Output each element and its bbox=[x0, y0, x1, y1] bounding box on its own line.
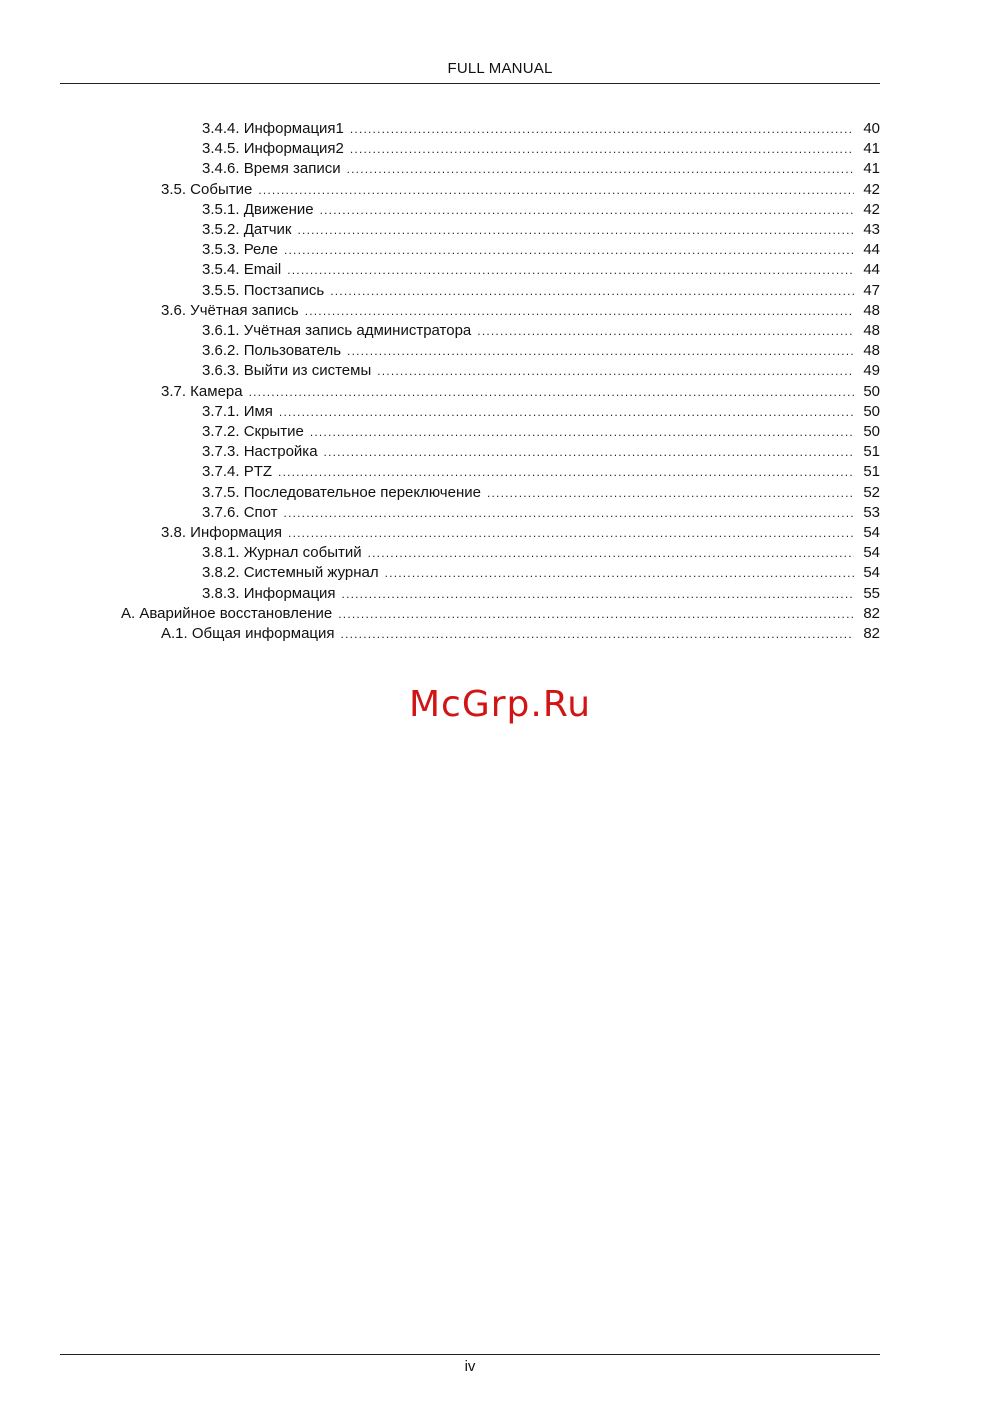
toc-entry-page: 54 bbox=[863, 524, 880, 541]
toc-entry[interactable] bbox=[121, 604, 880, 624]
toc-entry-leader bbox=[368, 543, 854, 563]
toc-entry[interactable] bbox=[202, 220, 880, 240]
toc-entry-page: 52 bbox=[863, 484, 880, 501]
toc-entry-label: 3.6.2. Пользователь bbox=[202, 342, 342, 359]
toc-entry[interactable] bbox=[202, 563, 880, 583]
toc-entry-leader bbox=[347, 341, 854, 361]
footer-divider bbox=[60, 1354, 880, 1355]
toc-entry-label: A.1. Общая информация bbox=[161, 625, 335, 642]
toc-entry-label: 3.8. Информация bbox=[161, 524, 283, 541]
toc-entry-leader bbox=[487, 483, 854, 503]
toc-entry-leader bbox=[320, 200, 854, 220]
toc-entry-label: 3.7.1. Имя bbox=[202, 403, 273, 420]
toc-entry-page: 48 bbox=[863, 302, 880, 319]
toc-entry-label: 3.5.4. Email bbox=[202, 261, 282, 278]
toc-entry-leader bbox=[341, 624, 854, 644]
toc-entry-page: 49 bbox=[863, 362, 880, 379]
toc-entry-page: 82 bbox=[863, 605, 880, 622]
toc-entry-label: 3.6.1. Учётная запись администратора bbox=[202, 322, 472, 339]
toc-entry-leader bbox=[310, 422, 854, 442]
toc-entry[interactable] bbox=[202, 462, 880, 482]
toc-entry-page: 54 bbox=[863, 544, 880, 561]
toc-entry-leader bbox=[330, 281, 854, 301]
toc-entry-page: 50 bbox=[863, 383, 880, 400]
toc-entry-label: 3.4.4. Информация1 bbox=[202, 120, 344, 137]
toc-entry-page: 50 bbox=[863, 423, 880, 440]
toc-entry[interactable] bbox=[202, 159, 880, 179]
toc-entry-label: 3.8.1. Журнал событий bbox=[202, 544, 362, 561]
toc-entry[interactable] bbox=[202, 503, 880, 523]
toc-entry-leader bbox=[278, 462, 854, 482]
toc-entry-label: 3.5.3. Реле bbox=[202, 241, 278, 258]
toc-entry-label: 3.5.1. Движение bbox=[202, 201, 314, 218]
toc-entry[interactable] bbox=[202, 483, 880, 503]
toc-entry-label: 3.7.6. Спот bbox=[202, 504, 278, 521]
toc-entry-label: 3.5.5. Постзапись bbox=[202, 282, 325, 299]
toc-entry-page: 42 bbox=[863, 181, 880, 198]
toc-entry[interactable] bbox=[161, 523, 880, 543]
toc-entry-label: 3.8.3. Информация bbox=[202, 585, 336, 602]
toc-entry-leader bbox=[347, 159, 854, 179]
toc-entry[interactable] bbox=[161, 624, 880, 644]
toc-entry-leader bbox=[385, 563, 854, 583]
toc-entry-leader bbox=[298, 220, 855, 240]
header-divider bbox=[60, 83, 880, 84]
toc-entry[interactable] bbox=[202, 119, 880, 139]
toc-entry-page: 47 bbox=[863, 282, 880, 299]
toc-entry-page: 54 bbox=[863, 564, 880, 581]
toc-entry[interactable] bbox=[161, 301, 880, 321]
toc-entry-page: 40 bbox=[863, 120, 880, 137]
toc-entry-page: 48 bbox=[863, 342, 880, 359]
toc-entry-leader bbox=[350, 119, 854, 139]
toc-entry[interactable] bbox=[202, 281, 880, 301]
toc-entry-leader bbox=[279, 402, 854, 422]
toc-entry-page: 44 bbox=[863, 261, 880, 278]
toc-entry[interactable] bbox=[202, 260, 880, 280]
toc-entry-page: 51 bbox=[863, 443, 880, 460]
toc-entry-label: 3.7.5. Последовательное переключение bbox=[202, 484, 481, 501]
toc-entry-leader bbox=[377, 361, 854, 381]
toc-entry-page: 41 bbox=[863, 140, 880, 157]
toc-entry-page: 43 bbox=[863, 221, 880, 238]
toc-entry[interactable] bbox=[161, 180, 880, 200]
toc-entry-label: 3.8.2. Системный журнал bbox=[202, 564, 379, 581]
toc-entry-page: 53 bbox=[863, 504, 880, 521]
toc-entry-page: 82 bbox=[863, 625, 880, 642]
toc-entry-page: 55 bbox=[863, 585, 880, 602]
toc-entry-leader bbox=[258, 180, 854, 200]
toc-entry-label: 3.4.6. Время записи bbox=[202, 160, 341, 177]
toc-entry-page: 44 bbox=[863, 241, 880, 258]
toc-entry-label: 3.5. Событие bbox=[161, 181, 253, 198]
page-number: iv bbox=[464, 1358, 476, 1375]
toc-entry-leader bbox=[288, 523, 854, 543]
toc-entry-page: 41 bbox=[863, 160, 880, 177]
toc-entry-leader bbox=[305, 301, 854, 321]
toc-entry[interactable] bbox=[202, 402, 880, 422]
toc-entry-leader bbox=[342, 584, 854, 604]
toc-entry[interactable] bbox=[161, 382, 880, 402]
toc-entry-leader bbox=[284, 503, 854, 523]
toc-entry[interactable] bbox=[202, 200, 880, 220]
toc-entry[interactable] bbox=[202, 341, 880, 361]
toc-entry[interactable] bbox=[202, 139, 880, 159]
toc-entry-label: 3.7.2. Скрытие bbox=[202, 423, 304, 440]
watermark-text: McGrp.Ru bbox=[408, 684, 592, 725]
toc-entry[interactable] bbox=[202, 361, 880, 381]
toc-entry-label: 3.7.3. Настройка bbox=[202, 443, 318, 460]
toc-entry-leader bbox=[249, 382, 854, 402]
toc-entry[interactable] bbox=[202, 584, 880, 604]
toc-entry-page: 51 bbox=[863, 463, 880, 480]
toc-entry-leader bbox=[287, 260, 854, 280]
toc-entry[interactable] bbox=[202, 240, 880, 260]
toc-entry-leader bbox=[284, 240, 854, 260]
toc-entry-page: 50 bbox=[863, 403, 880, 420]
toc-entry[interactable] bbox=[202, 442, 880, 462]
toc-entry[interactable] bbox=[202, 543, 880, 563]
toc-entry-leader bbox=[477, 321, 854, 341]
toc-entry-label: A. Аварийное восстановление bbox=[121, 605, 333, 622]
toc-entry[interactable] bbox=[202, 422, 880, 442]
toc-entry[interactable] bbox=[202, 321, 880, 341]
toc-entry-label: 3.7. Камера bbox=[161, 383, 243, 400]
page-header-title: FULL MANUAL bbox=[447, 60, 553, 77]
toc-entry-label: 3.6.3. Выйти из системы bbox=[202, 362, 372, 379]
toc-entry-page: 48 bbox=[863, 322, 880, 339]
toc-entry-leader bbox=[338, 604, 854, 624]
toc-entry-label: 3.6. Учётная запись bbox=[161, 302, 299, 319]
toc-entry-label: 3.7.4. PTZ bbox=[202, 463, 273, 480]
toc-entry-page: 42 bbox=[863, 201, 880, 218]
toc-entry-leader bbox=[324, 442, 854, 462]
toc-entry-leader bbox=[350, 139, 854, 159]
toc-entry-label: 3.4.5. Информация2 bbox=[202, 140, 344, 157]
toc-entry-label: 3.5.2. Датчик bbox=[202, 221, 292, 238]
